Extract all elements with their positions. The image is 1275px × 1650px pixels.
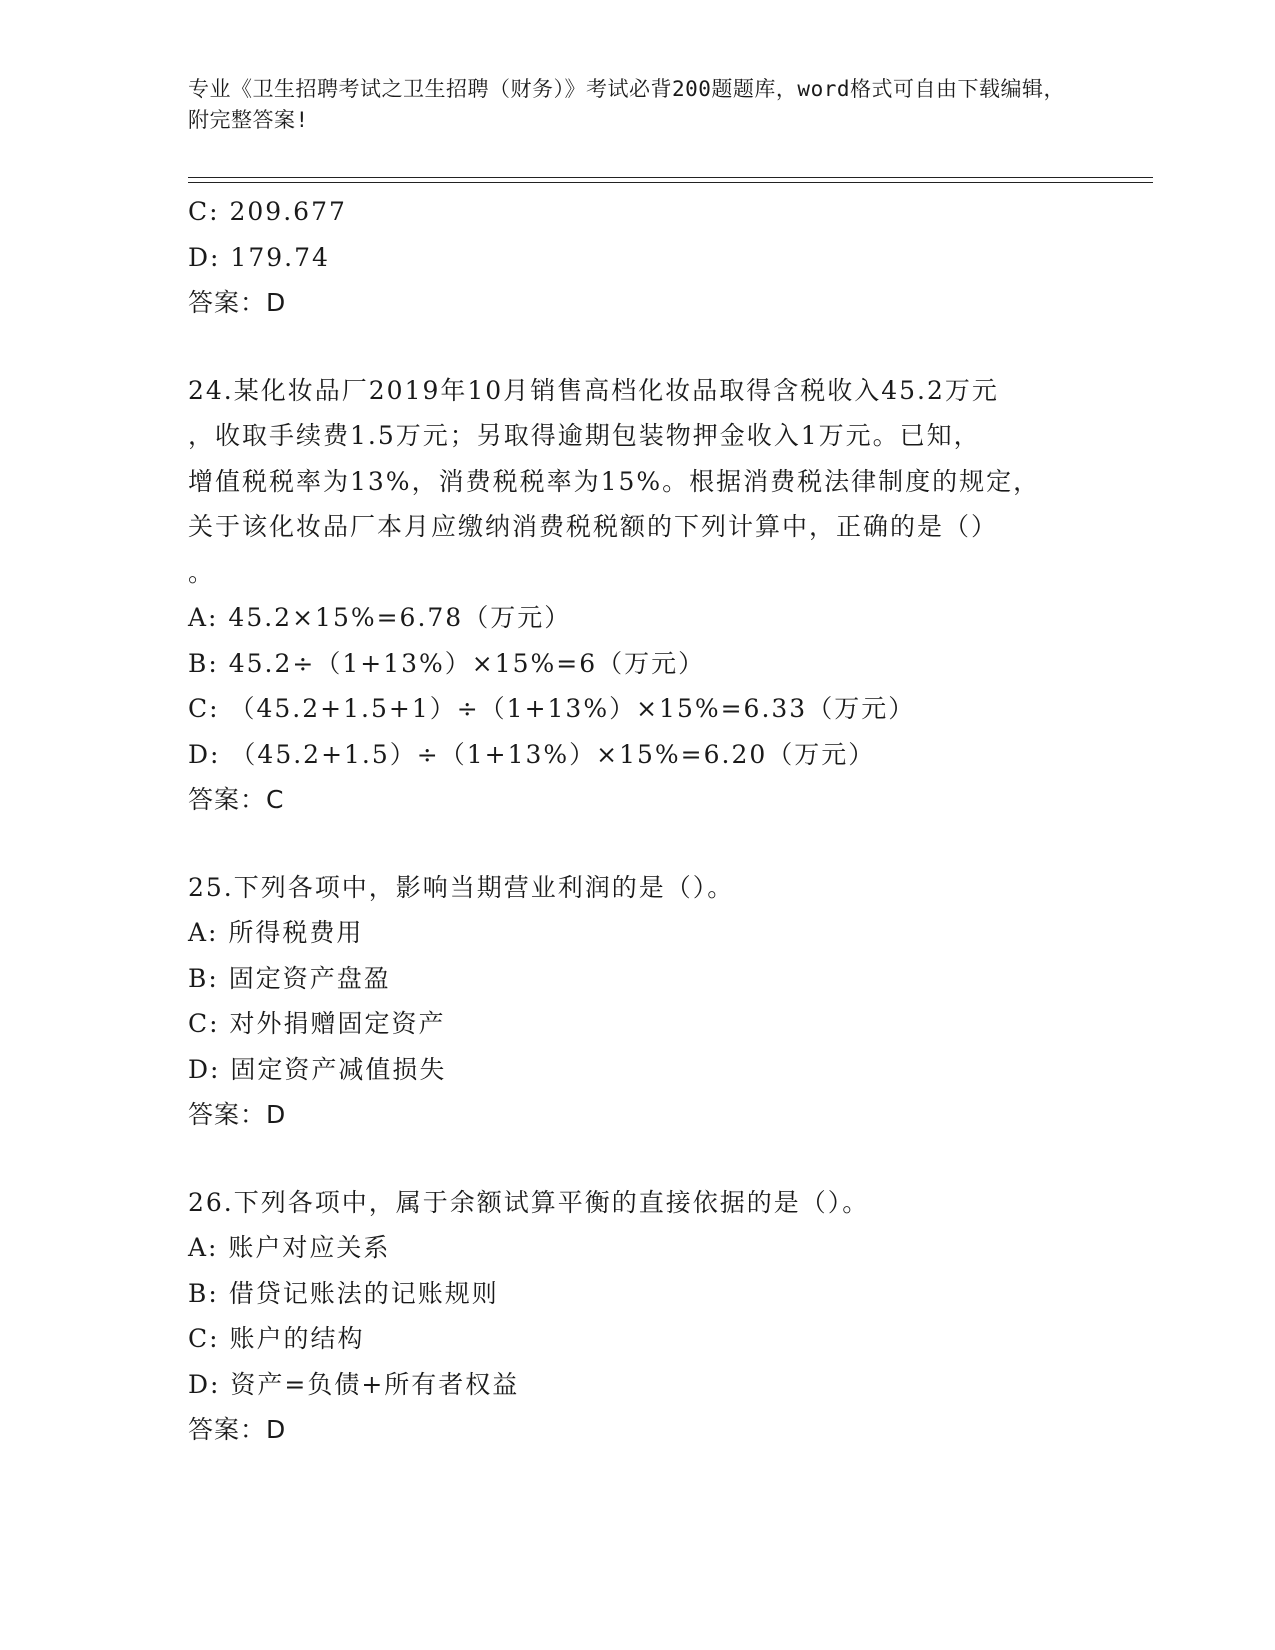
option-b: B: 借贷记账法的记账规则: [188, 1278, 499, 1308]
option-c: C: 账户的结构: [188, 1324, 365, 1353]
option-b: B: 45.2÷（1+13%）×15%=6（万元）: [188, 648, 706, 678]
option-c: C: （45.2+1.5+1）÷（1+13%）×15%=6.33（万元）: [188, 694, 916, 723]
option-c: C: 对外捐赠固定资产: [188, 1009, 446, 1038]
answer-line: 答案：C: [188, 785, 285, 814]
previous-question-tail: [188, 189, 1068, 326]
question-stem-line: 25.下列各项中，影响当期营业利润的是（）。: [188, 872, 735, 902]
answer-line: 答案：D: [188, 1415, 287, 1444]
answer-line: 答案：D: [188, 288, 287, 317]
option-a: A: 所得税费用: [188, 918, 364, 947]
option-a: A: 账户对应关系: [188, 1233, 391, 1262]
header-divider-top: [188, 177, 1153, 178]
question-25: [188, 865, 1068, 1138]
question-stem-line: 增值税税率为13%，消费税税率为15%。根据消费税法律制度的规定，: [188, 466, 1041, 496]
document-header: 专业《卫生招聘考试之卫生招聘（财务）》考试必背200题题库，word格式可自由下载编辑，附完整答案!: [188, 77, 1065, 132]
document-body: [188, 189, 1068, 1453]
question-stem-line: 26.下列各项中，属于余额试算平衡的直接依据的是（）。: [188, 1187, 870, 1217]
option-d: D: （45.2+1.5）÷（1+13%）×15%=6.20（万元）: [188, 739, 876, 769]
option-b: B: 固定资产盘盈: [188, 963, 391, 993]
question-stem-line: ，收取手续费1.5万元；另取得逾期包装物押金收入1万元。已知，: [188, 421, 981, 450]
header-divider-bottom: [188, 182, 1153, 183]
question-26: [188, 1180, 1068, 1453]
option-c: C: 209.677: [188, 197, 347, 226]
option-d: D: 固定资产减值损失: [188, 1054, 447, 1084]
option-d: D: 资产=负债+所有者权益: [188, 1369, 520, 1399]
option-d: D: 179.74: [188, 242, 330, 272]
question-stem-line: 24.某化妆品厂2019年10月销售高档化妆品取得含税收入45.2万元: [188, 375, 999, 405]
question-stem-line: 关于该化妆品厂本月应缴纳消费税税额的下列计算中，正确的是（）: [188, 512, 999, 541]
question-24: [188, 368, 1068, 823]
answer-line: 答案：D: [188, 1100, 287, 1129]
option-a: A: 45.2×15%=6.78（万元）: [188, 603, 572, 632]
question-stem-line: 。: [188, 557, 216, 587]
